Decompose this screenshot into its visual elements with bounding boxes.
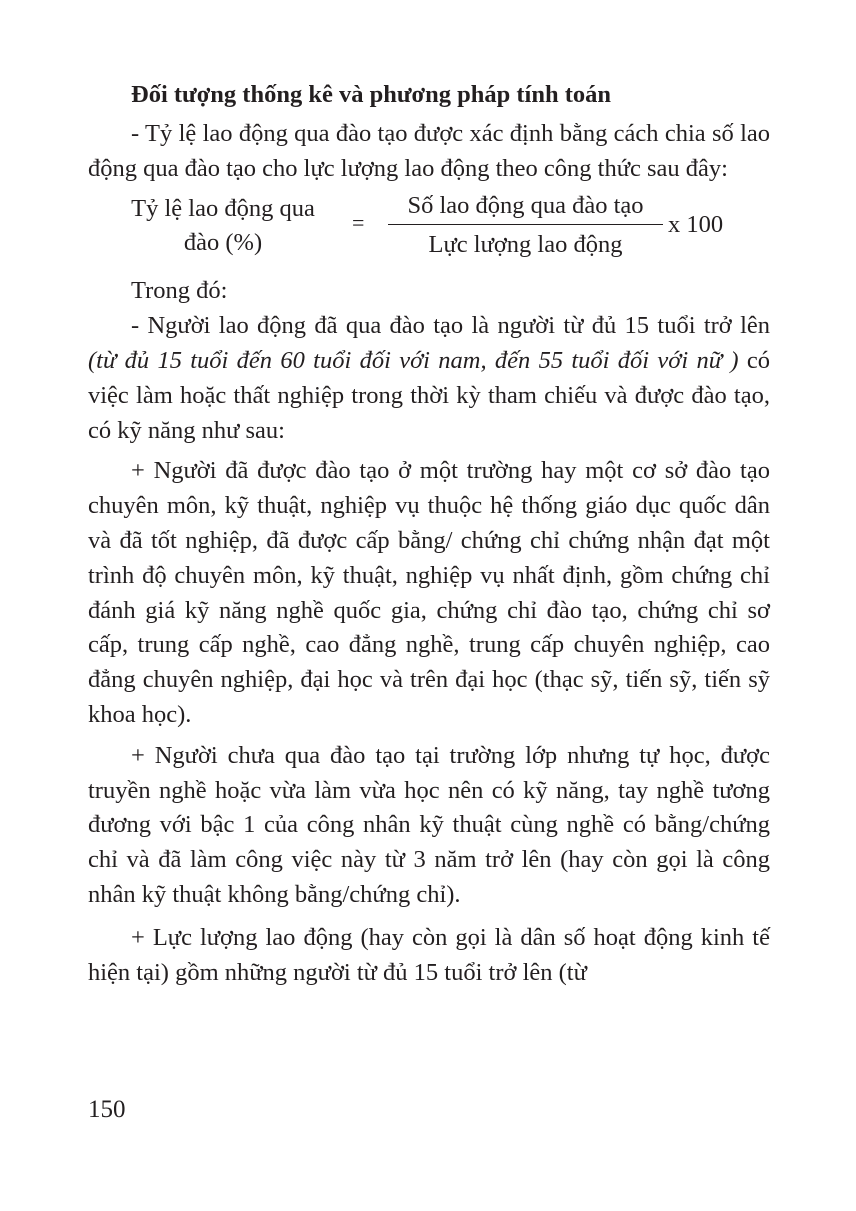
- formula-left-side: [88, 192, 358, 260]
- formula-left-line2: đào (%): [183, 229, 263, 257]
- section-heading: Đối tượng thống kê và phương pháp tính toán: [131, 81, 611, 108]
- definition-italic-note: (từ đủ 15 tuổi đến 60 tuổi đối với nam, đến 55 tuổi đối với nữ ): [88, 346, 739, 374]
- definition-text-start: - Người lao động đã qua đào tạo là người từ đủ 15 tuổi trở lên: [131, 312, 770, 340]
- intro-paragraph: - Tỷ lệ lao động qua đào tạo được xác định bằng cách chia số lao động qua đào tạo cho lực lượng lao động theo công thức sau đây:: [88, 119, 770, 182]
- in-which-label: Trong đó:: [131, 277, 228, 305]
- document-page: [88, 78, 770, 990]
- formula-left-line1: Tỷ lệ lao động qua: [131, 195, 315, 223]
- formula-fraction: [388, 190, 663, 263]
- formula-numerator: Số lao động qua đào tạo: [388, 190, 663, 225]
- formula-equals-sign: =: [352, 210, 365, 236]
- bullet-paragraph-self-taught: + Người chưa qua đào tạo tại trường lớp nhưng tự học, được truyền nghề hoặc vừa làm vừa học nên có kỹ năng, tay nghề tương đương với bậc 1 của công nhân kỹ thuật cùng nghề có bằng/chứng chỉ và đã làm công việc này từ 3 năm trở lên (hay còn gọi là công nhân kỹ thuật không bằng/chứng chỉ).: [88, 741, 770, 908]
- definition-paragraph: [88, 309, 770, 448]
- formula-denominator: Lực lượng lao động: [428, 231, 623, 259]
- bullet-paragraph-labor-force: + Lực lượng lao động (hay còn gọi là dân số hoạt động kinh tế hiện tại) gồm những người từ đủ 15 tuổi trở lên (từ: [88, 923, 770, 986]
- definition-text-end: có việc làm hoặc thất nghiệp trong thời kỳ tham chiếu và được đào tạo, có kỹ năng như sau:: [88, 346, 770, 444]
- bullet-paragraph-trained: + Người đã được đào tạo ở một trường hay một cơ sở đào tạo chuyên môn, kỹ thuật, nghiệp vụ thuộc hệ thống giáo dục quốc dân và đã tốt nghiệp, đã được cấp bằng/ chứng chỉ chứng nhận đạt một trình độ chuyên môn, kỹ thuật, nghiệp vụ nhất định, gồm chứng chỉ đánh giá kỹ năng nghề quốc gia, chứng chỉ đào tạo, chứng chỉ sơ cấp, trung cấp nghề, cao đẳng nghề, trung cấp chuyên nghiệp, cao đẳng chuyên nghiệp, đại học và trên đại học (thạc sỹ, tiến sỹ, tiến sỹ khoa học).: [88, 457, 770, 728]
- formula-multiplier: x 100: [668, 211, 724, 239]
- page-number: 150: [88, 1096, 126, 1123]
- formula: [88, 190, 770, 268]
